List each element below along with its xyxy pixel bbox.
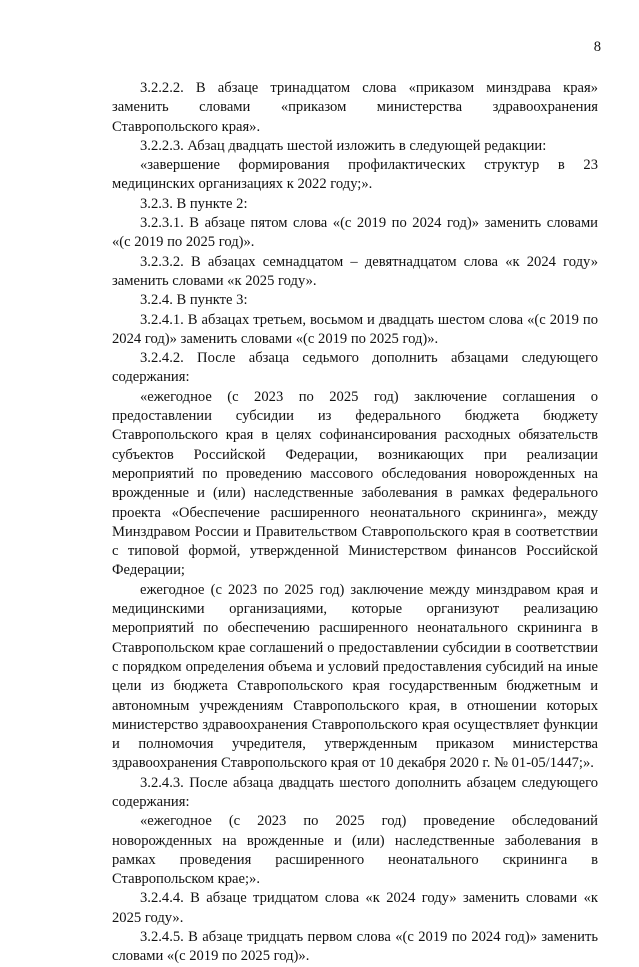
paragraph-3-2-4-5: 3.2.4.5. В абзаце тридцать первом слова «(с 2019 по 2024 год)» заменить словами «(с 2019 по 2025 год)». bbox=[112, 929, 598, 965]
paragraph-3-2-2-2: 3.2.2.2. В абзаце тринадцатом слова «приказом минздрава края» заменить словами «приказом министерства здравоохранения Ставропольского края». bbox=[112, 80, 598, 135]
quoted-paragraph-medical-organizations: ежегодное (с 2023 по 2025 год) заключение между минздравом края и медицинскими организациями, которые организуют реализацию мероприятий по обеспечению расширенного неонатального скрининга в Ставропольском крае соглашений о предоставлении субсидии в соответствии с порядком определения объема и условий предоставления субсидий на иные цели из бюджета Ставропольского края государственным бюджетным и автономным учреждениям Ставропольского края, в отношении которых министерство здравоохранения Ставропольского края осуществляет функции и полномочия учредителя, утвержденным приказом министерства здравоохранения Ставропольского края от 10 декабря 2020 г. № 01-05/1447;». bbox=[112, 581, 598, 772]
paragraph-3-2-4-4: 3.2.4.4. В абзаце тридцатом слова «к 2024 году» заменить словами «к 2025 году». bbox=[112, 890, 598, 926]
paragraph-3-2-3-2: 3.2.3.2. В абзацах семнадцатом – девятнадцатом слова «к 2024 году» заменить словами «к 2025 году». bbox=[112, 253, 598, 289]
quoted-paragraph-profilactic-structures: «завершение формирования профилактических структур в 23 медицинских организациях к 2022 году;». bbox=[112, 157, 598, 193]
paragraph-3-2-3-1: 3.2.3.1. В абзаце пятом слова «(с 2019 по 2024 год)» заменить словами «(с 2019 по 2025 год)». bbox=[112, 215, 598, 251]
paragraph-3-2-4-1: 3.2.4.1. В абзацах третьем, восьмом и двадцать шестом слова «(с 2019 по 2024 год)» заменить словами «(с 2019 по 2025 год)». bbox=[112, 311, 598, 347]
paragraph-3-2-4-2: 3.2.4.2. После абзаца седьмого дополнить абзацами следующего содержания: bbox=[112, 350, 598, 386]
paragraph-3-2-4: 3.2.4. В пункте 3: bbox=[140, 292, 248, 309]
quoted-paragraph-subsidy-agreement: «ежегодное (с 2023 по 2025 год) заключение соглашения о предоставлении субсидии из федерального бюджета бюджету Ставропольского края в целях софинансирования расходных обязательств субъектов Российской Федерации, возникающих при реализации мероприятий по проведению массового обследования новорожденных на врожденные и (или) наследственные заболевания в рамках федерального проекта «Обеспечение расширенного неонатального скрининга», между Минздравом России и Правительством Ставропольского края в соответствии с типовой формой, утвержденной Министерством финансов Российской Федерации; bbox=[112, 388, 598, 579]
paragraph-3-2-2-3: 3.2.2.3. Абзац двадцать шестой изложить в следующей редакции: bbox=[140, 137, 547, 154]
quoted-paragraph-newborn-screening: «ежегодное (с 2023 по 2025 год) проведение обследований новорожденных на врожденные и (или) наследственные заболевания в рамках проведения расширенного неонатального скрининга в Ставропольском крае;». bbox=[112, 813, 598, 888]
paragraph-3-2-4-3: 3.2.4.3. После абзаца двадцать шестого дополнить абзацем следующего содержания: bbox=[112, 774, 598, 810]
document-body bbox=[112, 79, 598, 967]
page-number: 8 bbox=[593, 39, 601, 55]
paragraph-3-2-3: 3.2.3. В пункте 2: bbox=[140, 195, 248, 212]
